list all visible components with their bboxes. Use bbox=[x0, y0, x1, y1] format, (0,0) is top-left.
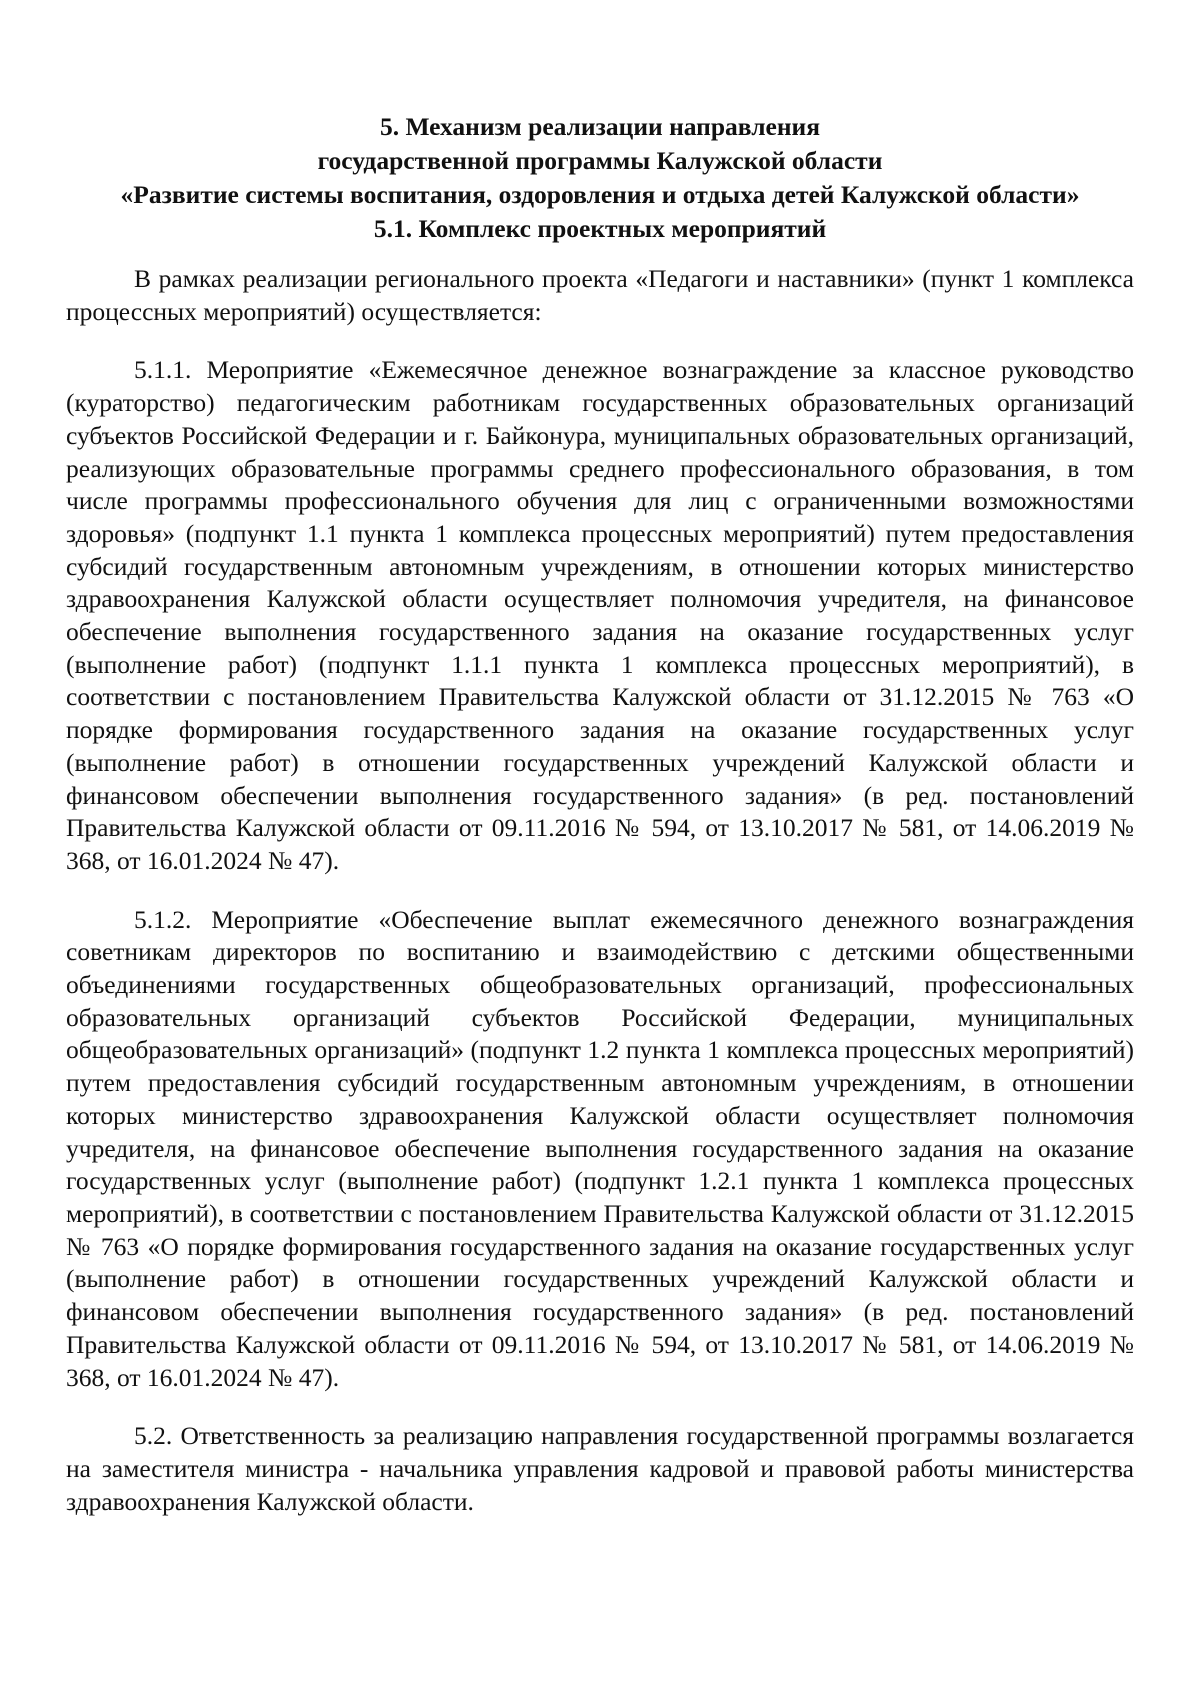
heading-line-2: государственной программы Калужской области bbox=[317, 146, 883, 175]
document-body bbox=[66, 263, 1134, 1518]
section-heading bbox=[66, 110, 1134, 246]
paragraph-5-1-1: 5.1.1. Мероприятие «Ежемесячное денежное вознаграждение за классное руководство (кураторство) педагогическим работникам государственных образовательных организаций субъектов Российской Федерации и г. Байконура, муниципальных образовательных организаций, реализующих образовательные программы среднего профессионального образования, в том числе программы профессионального обучения для лиц с ограниченными возможностями здоровья» (подпункт 1.1 пункта 1 комплекса процессных мероприятий) путем предоставления субсидий государственным автономным учреждениям, в отношении которых министерство здравоохранения Калужской области осуществляет полномочия учредителя, на финансовое обеспечение выполнения государственного задания на оказание государственных услуг (выполнение работ) (подпункт 1.1.1 пункта 1 комплекса процессных мероприятий), в соответствии с постановлением Правительства Калужской области от 31.12.2015 № 763 «О порядке формирования государственного задания на оказание государственных услуг (выполнение работ) в отношении государственных учреждений Калужской области и финансовом обеспечении выполнения государственного задания» (в ред. постановлений Правительства Калужской области от 09.11.2016 № 594, от 13.10.2017 № 581, от 14.06.2019 № 368, от 16.01.2024 № 47). bbox=[66, 355, 1134, 875]
paragraph-5-1-2: 5.1.2. Мероприятие «Обеспечение выплат ежемесячного денежного вознаграждения советникам директоров по воспитанию и взаимодействию с детскими общественными объединениями государственных общеобразовательных организаций, профессиональных образовательных организаций субъектов Российской Федерации, муниципальных общеобразовательных организаций» (подпункт 1.2 пункта 1 комплекса процессных мероприятий) путем предоставления субсидий государственным автономным учреждениям, в отношении которых министерство здравоохранения Калужской области осуществляет полномочия учредителя, на финансовое обеспечение выполнения государственного задания на оказание государственных услуг (выполнение работ) (подпункт 1.2.1 пункта 1 комплекса процессных мероприятий), в соответствии с постановлением Правительства Калужской области от 31.12.2015 № 763 «О порядке формирования государственного задания на оказание государственных услуг (выполнение работ) в отношении государственных учреждений Калужской области и финансовом обеспечении выполнения государственного задания» (в ред. постановлений Правительства Калужской области от 09.11.2016 № 594, от 13.10.2017 № 581, от 14.06.2019 № 368, от 16.01.2024 № 47). bbox=[66, 904, 1134, 1392]
paragraph-5-2: 5.2. Ответственность за реализацию направления государственной программы возлагается на заместителя министра - начальника управления кадровой и правовой работы министерства здравоохранения Калужской области. bbox=[66, 1421, 1134, 1516]
heading-line-1: 5. Механизм реализации направления bbox=[379, 112, 821, 141]
heading-line-3: «Развитие системы воспитания, оздоровления и отдыха детей Калужской области» bbox=[120, 180, 1080, 209]
paragraph-intro: В рамках реализации регионального проекта «Педагоги и наставники» (пункт 1 комплекса процессных мероприятий) осуществляется: bbox=[66, 264, 1134, 326]
heading-line-4: 5.1. Комплекс проектных мероприятий bbox=[373, 214, 827, 243]
